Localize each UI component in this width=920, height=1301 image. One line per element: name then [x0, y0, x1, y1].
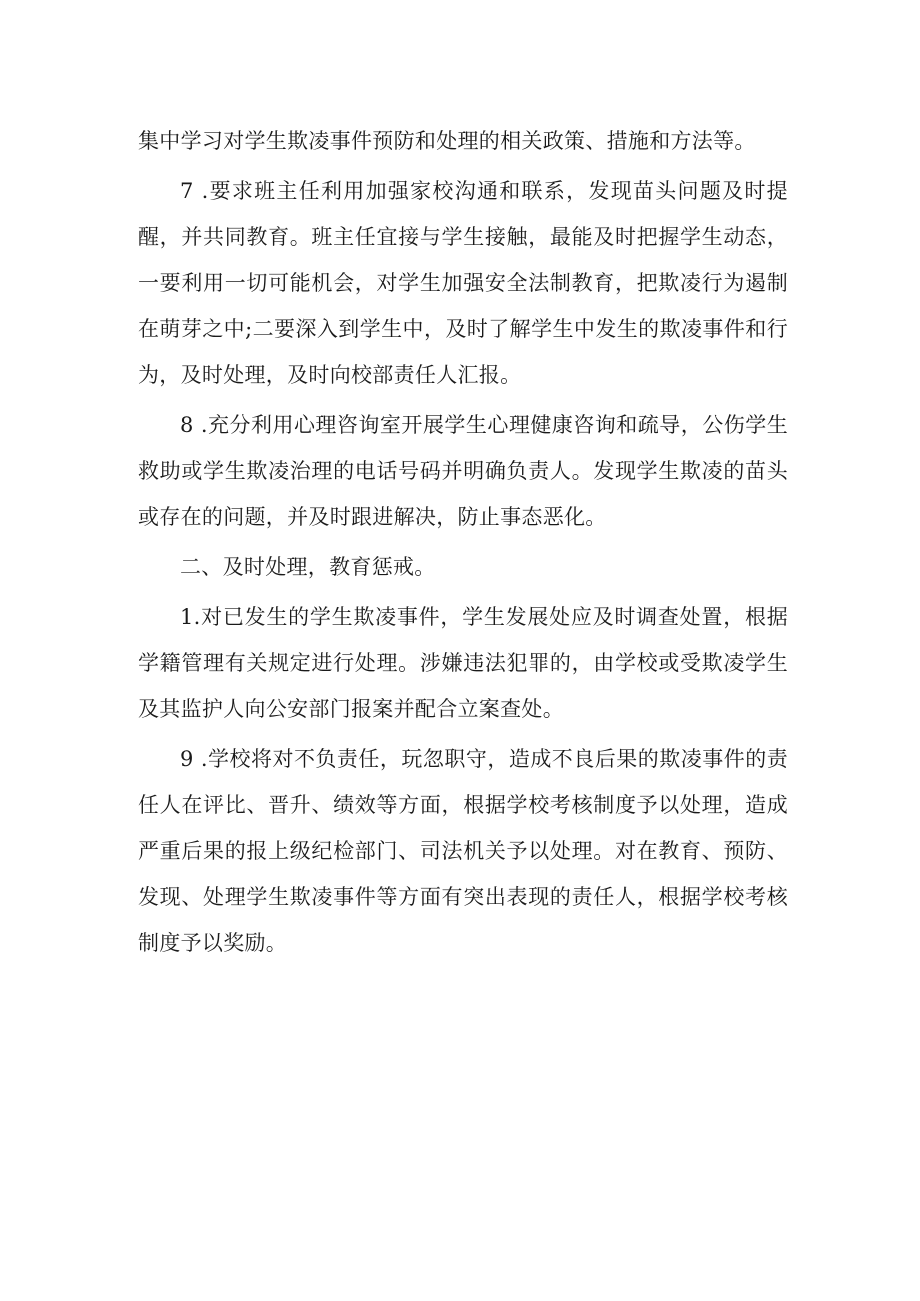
paragraph-continuation: 集中学习对学生欺凌事件预防和处理的相关政策、措施和方法等。 [138, 129, 756, 153]
section-heading-2: 二、及时处理，教育惩戒。 [180, 555, 436, 579]
paragraph-item-9: 9 .学校将对不负责任，玩忽职守，造成不良后果的欺凌事件的责任人在评比、晋升、绩效等方面，根据学校考核制度予以处理，造成严重后果的报上级纪检部门、司法机关予以处理。对在教育、预防、发现、处理学生欺凌事件等方面有突出表现的责任人，根据学校考核制度予以奖励。 [138, 747, 788, 955]
document-body [138, 118, 788, 966]
paragraph-item-1: 1.对已发生的学生欺凌事件，学生发展处应及时调查处置，根据学籍管理有关规定进行处理。涉嫌违法犯罪的，由学校或受欺凌学生及其监护人向公安部门报案并配合立案查处。 [138, 605, 788, 721]
paragraph-item-8: 8 .充分利用心理咨询室开展学生心理健康咨询和疏导，公伤学生救助或学生欺凌治理的电话号码并明确负责人。发现学生欺凌的苗头或存在的问题，并及时跟进解决，防止事态恶化。 [138, 413, 788, 529]
paragraph-item-7: 7 .要求班主任利用加强家校沟通和联系，发现苗头问题及时提醒，并共同教育。班主任宜接与学生接触，最能及时把握学生动态，一要利用一切可能机会，对学生加强安全法制教育，把欺凌行为遏制在萌芽之中;二要深入到学生中，及时了解学生中发生的欺凌事件和行为，及时处理，及时向校部责任人汇报。 [138, 179, 788, 387]
